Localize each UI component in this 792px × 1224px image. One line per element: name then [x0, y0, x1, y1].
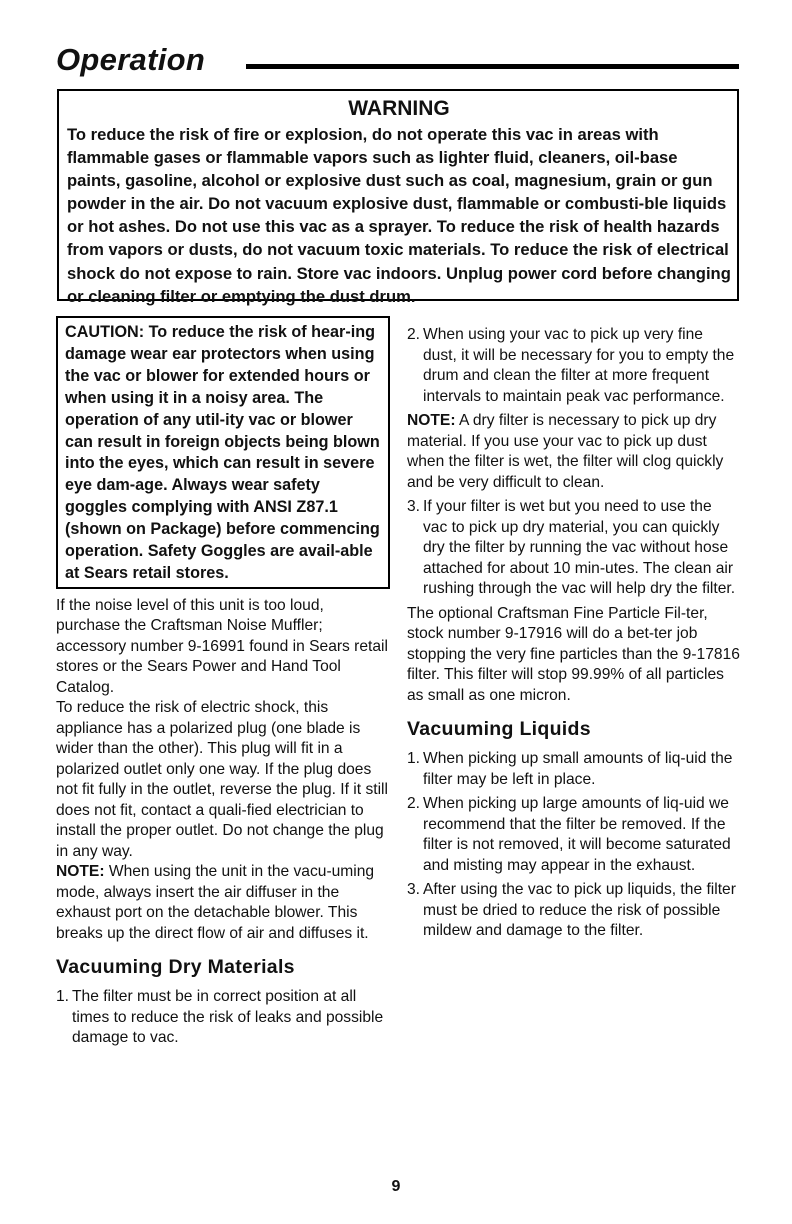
- note-label: NOTE:: [407, 412, 456, 429]
- list-item: [407, 749, 743, 790]
- list-item: [407, 497, 743, 600]
- caution-box: [56, 316, 390, 589]
- liquids-heading: Vacuuming Liquids: [407, 718, 591, 740]
- dry-steps-list-continued-2: [407, 497, 743, 600]
- note-text: When using the unit in the vacu-uming mode, always insert the air diffuser in the exhaust port on the detachable blower. This breaks up the direct flow of air and diffuses it.: [56, 863, 375, 942]
- step-number: 1.: [407, 750, 421, 767]
- list-item: [407, 325, 743, 407]
- title-rule: [246, 64, 739, 69]
- step-text: If your filter is wet but you need to use the vac to pick up dry material, you can quickly dry the filter by running the vac without hose attached for about 10 min-utes. The clean air rushing through the vac will help dry the filter.: [423, 498, 736, 597]
- step-text: When using your vac to pick up very fine dust, it will be necessary for you to empty the drum and clean the filter at more frequent intervals to maintain peak vac performance.: [423, 326, 735, 405]
- step-text: When picking up small amounts of liq-uid the filter may be left in place.: [423, 750, 733, 788]
- warning-text: To reduce the risk of fire or explosion, do not operate this vac in areas with flammable gases or flammable vapors such as lighter fluid, cleaners, oil-base paints, gasoline, alcohol or explosive dust such as coal, magnesium, grain or gun powder in the air. Do not vacuum explosive dust, flammable or combusti-ble liquids or hot ashes. Do not use this vac as a sprayer. To reduce the risk of health hazards from vapors or dusts, do not vacuum toxic materials. To reduce the risk of electrical shock do not expose to rain. Store vac indoors. Unplug power cord before changing or cleaning filter or emptying the dust drum.: [67, 125, 731, 306]
- noise-paragraph: If the noise level of this unit is too loud, purchase the Craftsman Noise Muffler; accessory number 9-16991 found in Sears retail stores or the Sears Power and Hand Tool Catalog.: [56, 596, 388, 696]
- step-number: 2.: [407, 795, 421, 812]
- step-number: 3.: [407, 881, 421, 898]
- list-item: [56, 987, 390, 1049]
- page-number: 9: [391, 1178, 401, 1195]
- dry-steps-list: [56, 987, 390, 1049]
- dry-materials-heading: Vacuuming Dry Materials: [56, 956, 295, 979]
- caution-text: CAUTION: To reduce the risk of hear-ing damage wear ear protectors when using the vac or blower for extended hours or when using it in a noisy area. The operation of any util-ity vac or blower can result in foreign objects being blown into the eyes, which can result in severe eye dam-age. Always wear safety goggles complying with ANSI Z87.1 (shown on Package) before commencing operation. Safety Goggles are avail-able at Sears retail stores.: [65, 323, 380, 582]
- step-number: 1.: [56, 988, 70, 1006]
- fine-particle-paragraph: The optional Craftsman Fine Particle Fil-ter, stock number 9-17916 will do a bet-ter job stopping the very fine particles than the 9-17816 filter. This filter will stop 99.99% of all particles as small as one micron.: [407, 604, 740, 704]
- note-text: A dry filter is necessary to pick up dry material. If you use your vac to pick up dust when the filter is wet, the filter will clog quickly and be very difficult to clean.: [407, 412, 724, 491]
- list-item: [407, 794, 743, 876]
- page-title: Operation: [56, 42, 206, 77]
- liquid-steps-list: [407, 749, 743, 942]
- step-text: When picking up large amounts of liq-uid we recommend that the filter be removed. If the filter is not removed, it will become saturated and misting may appear in the exhaust.: [423, 795, 731, 874]
- shock-paragraph: To reduce the risk of electric shock, this appliance has a polarized plug (one blade is wider than the other). This plug will fit in a polarized outlet only one way. If the plug does not fit fully in the outlet, reverse the plug. If it still does not fit, contact a quali-fied electrician to install the proper outlet. Do not change the plug in any way.: [56, 699, 388, 860]
- diffuser-note: [56, 862, 390, 944]
- right-column: [407, 325, 743, 946]
- step-text: After using the vac to pick up liquids, the filter must be dried to reduce the risk of possible mildew and damage to the filter.: [423, 881, 736, 939]
- dry-filter-note: [407, 411, 743, 493]
- warning-heading: WARNING: [348, 97, 450, 120]
- warning-box: [57, 89, 739, 306]
- list-item: [407, 880, 743, 942]
- step-number: 2.: [407, 326, 421, 343]
- step-text: The filter must be in correct position at all times to reduce the risk of leaks and possible damage to vac.: [72, 988, 384, 1047]
- left-column: [56, 316, 390, 1053]
- note-label: NOTE:: [56, 863, 105, 881]
- dry-steps-list-continued: [407, 325, 743, 407]
- step-number: 3.: [407, 498, 421, 515]
